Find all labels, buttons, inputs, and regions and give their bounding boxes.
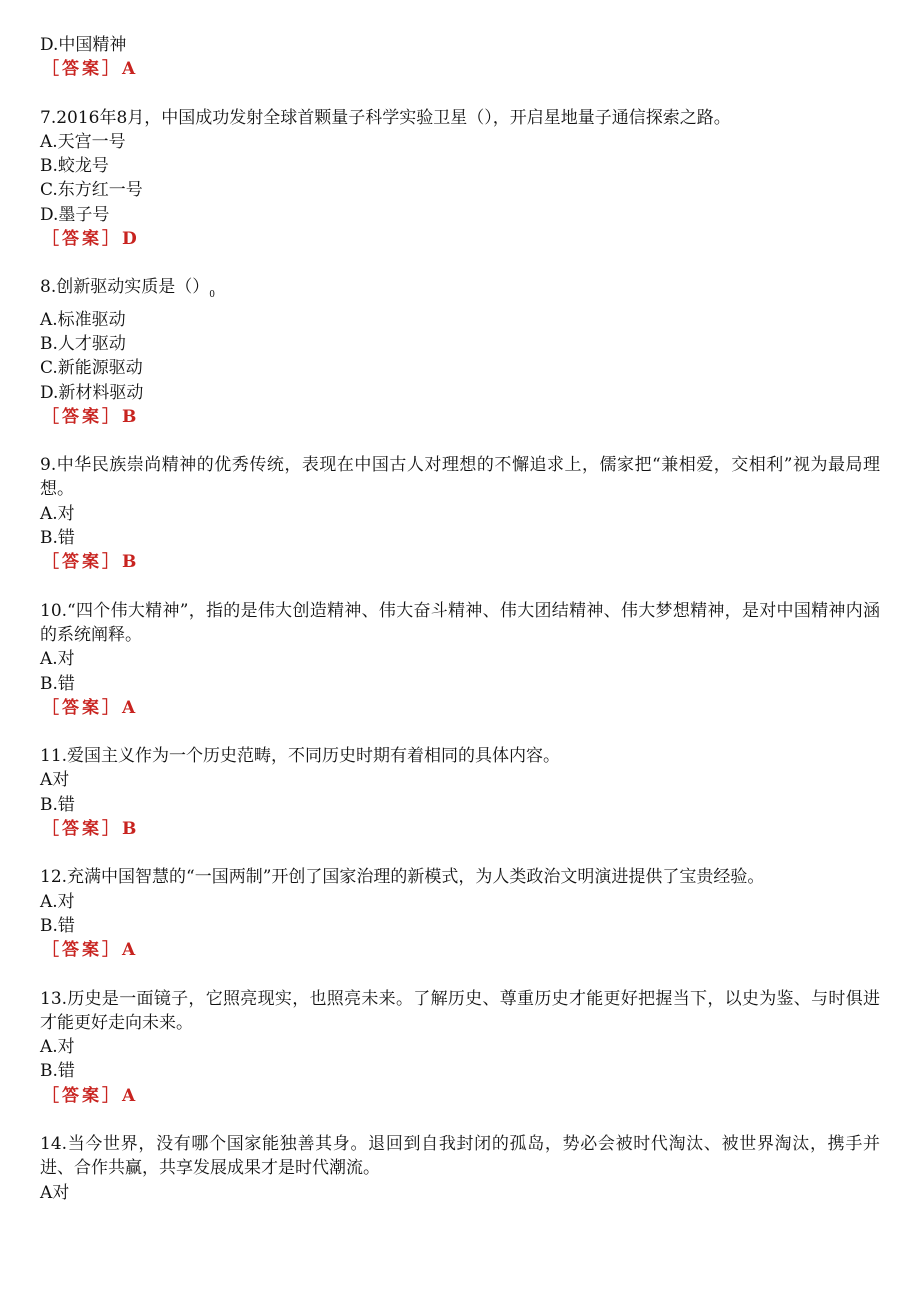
q8-stem [40,275,885,307]
q9-option-b: B.错 [40,528,75,549]
q13-option-b: B.错 [40,1061,75,1082]
q10-stem: 10.“四个伟大精神”，指的是伟大创造精神、伟大奋斗精神、伟大团结精神、伟大梦想精神，是对中国精神内涵的系统阐释。 [40,600,880,645]
q12-answer: ［答案］A [42,940,139,961]
q8-answer: ［答案］B [42,406,140,427]
q11-option-b: B.错 [40,794,75,815]
q8-stem-text: 8.创新驱动实质是（） [40,277,210,298]
q12-stem: 12.充满中国智慧的“一国两制”开创了国家治理的新模式，为人类政治文明演进提供了宝贵经验。 [40,867,765,888]
q6-answer: ［答案］A [42,59,139,80]
exam-page [40,33,885,1205]
q7-option-c: C.东方红一号 [40,180,143,201]
q14-option-a: A对 [40,1182,70,1203]
q8-stem-suffix: 0 [209,290,215,301]
q7-option-a: A.天宫一号 [40,131,126,152]
q7-option-d: D.墨子号 [40,204,110,225]
q9-answer: ［答案］B [42,552,140,573]
q12-option-b: B.错 [40,915,75,936]
q8-option-b: B.人才驱动 [40,333,126,354]
q12-option-a: A.对 [40,891,75,912]
q9-stem: 9.中华民族崇尚精神的优秀传统，表现在中国古人对理想的不懈追求上，儒家把“兼相爱，交相利”视为最局理想。 [40,455,880,500]
q14-stem: 14.当今世界，没有哪个国家能独善其身。退回到自我封闭的孤岛，势必会被时代淘汰、被世界淘汰，携手并进、合作共赢，共享发展成果才是时代潮流。 [40,1133,880,1179]
q13-stem: 13.历史是一面镜子，它照亮现实，也照亮未来。了解历史、尊重历史才能更好把握当下，以史为鉴、与时俱进才能更好走向未来。 [40,988,880,1033]
q11-option-a: A对 [40,770,70,791]
q7-stem: 7.2016年8月，中国成功发射全球首颗量子科学实验卫星（），开启星地量子通信探索之路。 [40,107,731,128]
q9-option-a: A.对 [40,503,75,524]
q6-option-d: D.中国精神 [40,35,127,55]
q10-option-b: B.错 [40,673,75,694]
q7-option-b: B.蛟龙号 [40,156,109,177]
q8-option-a: A.标准驱动 [40,309,126,330]
q10-answer: ［答案］A [42,697,139,718]
q11-answer: ［答案］B [42,819,140,840]
q13-answer: ［答案］A [42,1085,139,1106]
q8-option-c: C.新能源驱动 [40,358,143,379]
q10-option-a: A.对 [40,649,75,670]
q7-answer: ［答案］D [42,229,140,250]
q13-option-a: A.对 [40,1037,75,1058]
q11-stem: 11.爱国主义作为一个历史范畴，不同历史时期有着相同的具体内容。 [40,746,561,767]
q8-option-d: D.新材料驱动 [40,382,144,403]
